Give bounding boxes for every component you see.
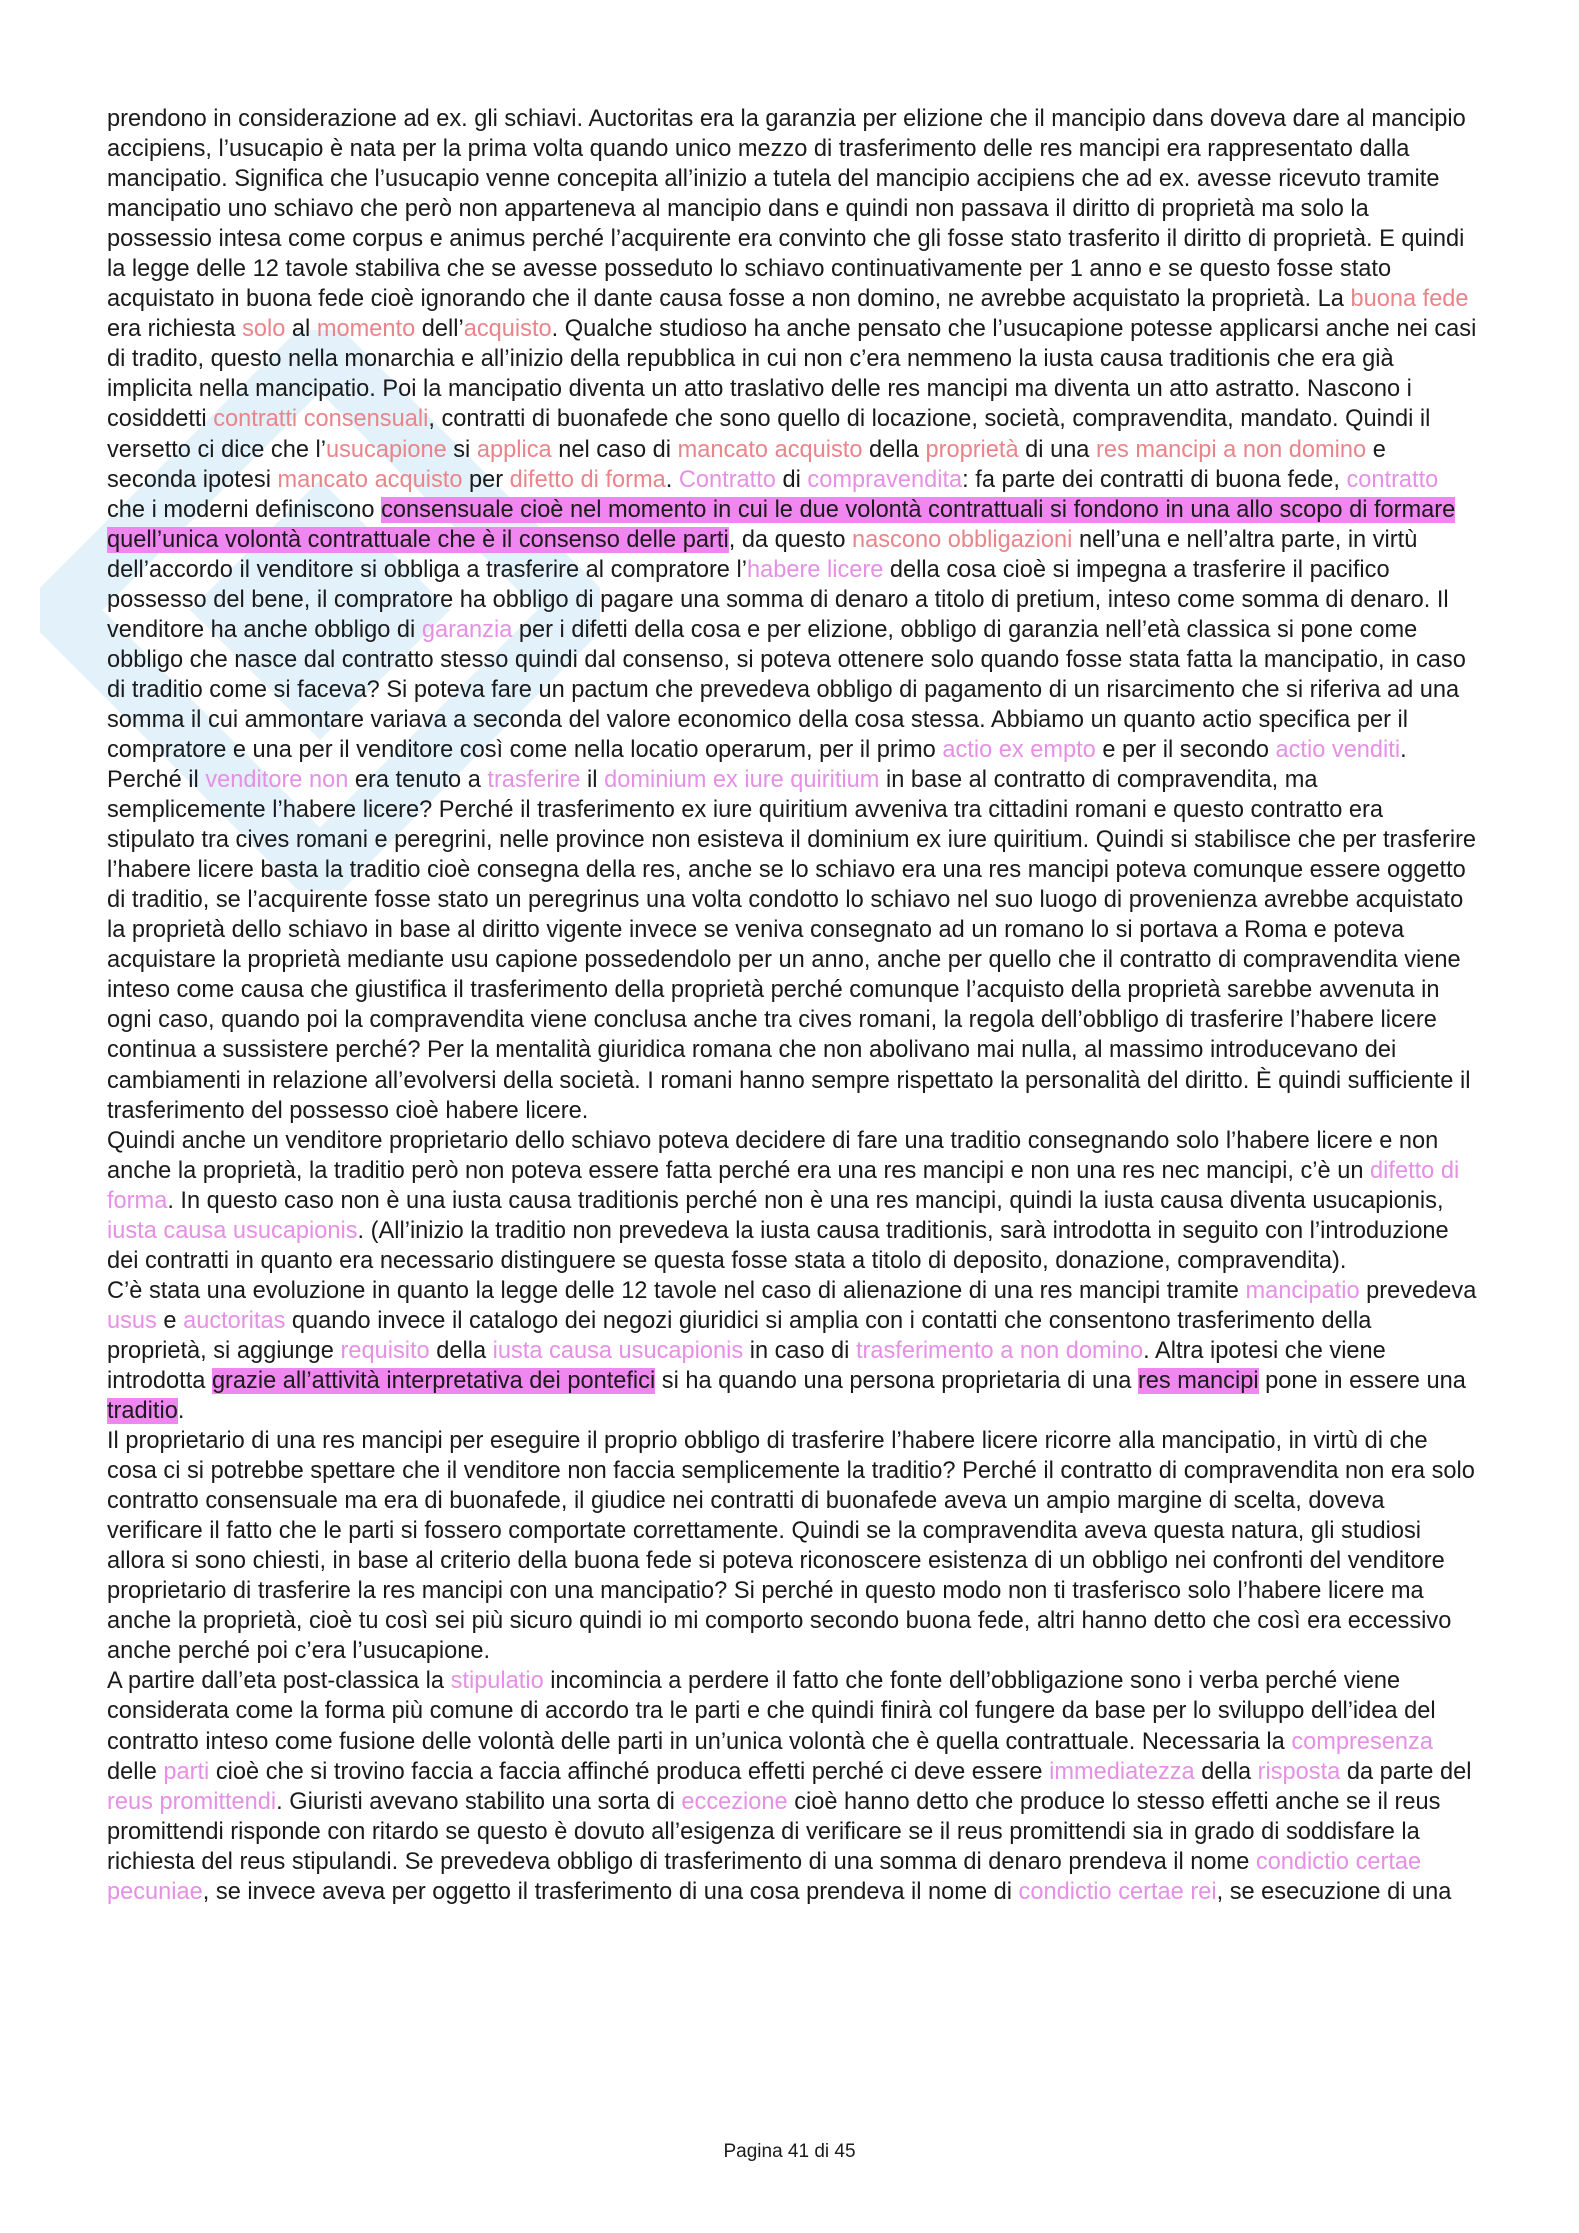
text-run: in base al contratto di compravendita, ma semplicemente l’habere licere? Perché il trasferimento ex iure quiritium avveniva tra cittadini romani e questo contratto era stipulato tra cives romani e peregrini, nelle province non esisteva il dominium ex iure quiritium. Quindi si stabilisce che per trasferire l’habere licere basta la traditio cioè consegna della res, anche se lo schiavo era una res mancipi poteva comunque essere oggetto di traditio, se l’acquirente fosse stato un peregrinus una volta condotto lo schiavo nel suo luogo di provenienza avrebbe acquistato la proprietà dello schiavo in base al diritto vigente invece se veniva consegnato ad un romano lo si portava a Roma e poteva acquistare la proprietà mediante usu capione possedendolo per un anno, anche per quello che il contratto di compravendita viene inteso come causa che giustifica il trasferimento della proprietà perché comunque l’acquisto della proprietà sarebbe avvenuta in ogni caso, quando poi la compravendita viene conclusa anche tra cives romani, la regola dell’obbligo di trasferire l’habere licere continua a sussistere perché? Per la mentalità giuridica romana che non abolivano mai nulla, al massimo introducevano dei cambiamenti in relazione all’evolversi della società. I romani hanno sempre rispettato la personalità del diritto. È quindi sufficiente il trasferimento del possesso cioè habere licere. [107,767,1477,1124]
highlighted-term: venditore non [205,767,349,794]
text-run: della cosa cioè si impegna a trasferire il pacifico possesso del bene, il compratore ha obbligo di pagare una somma di denaro a titolo di pretium, inteso come somma di denaro. Il venditore ha anche obbligo di [107,556,1449,643]
text-run: . (All’inizio la traditio non prevedeva la iusta causa traditionis, sarà introdotta in seguito con l’introduzione dei contratti in quanto era necessario distinguere se questa fosse stata a titolo di deposito, donazione, compravendita). [107,1217,1449,1274]
text-run: incomincia a perdere il fatto che fonte dell’obbligazione sono i verba perché viene considerata come la forma più comune di accordo tra le parti e che quindi finirà col fungere da base per lo sviluppo dell’idea del contratto inteso come fusione delle volontà delle parti in un’unica volontà che è quella contrattuale. Necessaria la [107,1668,1436,1755]
highlighted-term: trasferimento a non domino [855,1337,1144,1364]
text-run: Perché il [107,767,206,794]
highlighted-term: iusta causa usucapionis [492,1337,744,1364]
highlighted-term: contratto [1346,466,1439,493]
text-run: di una [1018,436,1096,463]
highlighted-term: actio venditi [1275,736,1401,763]
text-run: prevedeva [1359,1277,1477,1304]
highlighted-term: eccezione [681,1788,788,1815]
page-body [107,104,1477,1907]
text-run: il [580,767,605,794]
highlighted-term: res mancipi a non domino [1096,436,1367,463]
highlighted-term: compravendita [807,466,963,493]
text-run: . [1400,736,1407,763]
highlighted-term: garanzia [421,616,513,643]
highlighted-term: acquisto [463,316,552,343]
text-run: . Altra ipotesi che viene introdotta [107,1337,1386,1394]
text-run: era tenuto a [348,767,488,794]
highlighted-term: momento [316,316,416,343]
highlighted-term: solo [242,316,286,343]
highlighted-term: mancato acquisto [677,436,863,463]
highlighted-term: difetto di forma [107,1157,1460,1214]
text-run: al [285,316,317,343]
text-run: , se invece aveva per oggetto il trasferimento di una cosa prendeva il nome di [202,1878,1019,1905]
text-run: pone in essere una [1258,1367,1466,1394]
text-run: dell’ [415,316,464,343]
highlighted-term: parti [163,1758,210,1785]
marker-highlight: grazie all’attività interpretativa dei pontefici [211,1367,656,1394]
paragraph [107,1666,1477,1906]
highlighted-term: immediatezza [1049,1758,1195,1785]
highlighted-term: usucapione [326,436,447,463]
highlighted-term: compresenza [1291,1728,1433,1755]
text-run: , da questo [728,526,853,553]
highlighted-term: buona fede [1350,286,1469,313]
text-run: si ha quando una persona proprietaria di una [655,1367,1138,1394]
marker-highlight: traditio [107,1398,178,1425]
text-run: prendono in considerazione ad ex. gli schiavi. Auctoritas era la garanzia per elizione che il mancipio dans doveva dare al mancipio accipiens, l’usucapio è nata per la prima volta quando unico mezzo di trasferimento delle res mancipi era rappresentato dalla mancipatio. Significa che l’usucapio venne concepita all’inizio a tutela del mancipio accipiens che ad ex. avesse ricevuto tramite mancipatio uno schiavo che però non apparteneva al mancipio dans e quindi non passava il diritto di proprietà ma solo la possessio intesa come corpus e animus perché l’acquirente era convinto che gli fosse stato trasferito il diritto di proprietà. E quindi la legge delle 12 tavole stabiliva che se avesse posseduto lo schiavo continuativamente per 1 anno e se questo fosse stato acquistato in buona fede cioè ignorando che il dante causa fosse a non domino, ne avrebbe acquistato la proprietà. La [107,106,1466,313]
text-run: nel caso di [551,436,678,463]
text-run: di [775,466,808,493]
text-run: . [177,1398,185,1425]
highlighted-term: stipulatio [450,1668,544,1695]
text-run: in caso di [743,1337,856,1364]
highlighted-term: contratti consensuali [213,406,429,433]
highlighted-term: actio ex empto [942,736,1096,763]
text-run: e [156,1307,184,1334]
text-run: quando invece il catalogo dei negozi giuridici si amplia con i contatti che consentono trasferimento della proprietà, si aggiunge [107,1307,1372,1364]
marker-highlight: res mancipi [1137,1367,1259,1394]
text-run: . Giuristi avevano stabilito una sorta di [276,1788,682,1815]
text-run: della [862,436,926,463]
text-run: della [429,1337,493,1364]
text-run: nell’una e nell’altra parte, in virtù dell’accordo il venditore si obbliga a trasferire al compratore l’ [107,526,1418,583]
text-run: era richiesta [107,316,243,343]
text-run: cioè hanno detto che produce lo stesso effetti anche se il reus promittendi risponde con ritardo se questo è dovuto all’esigenza di verificare se il reus promittendi sia in grado di soddisfare la richiesta del reus stipulandi. Se prevedeva obbligo di trasferimento di una somma di denaro prendeva il nome [107,1788,1441,1875]
highlighted-term: reus promittendi [107,1788,277,1815]
highlighted-term: mancato acquisto [277,466,463,493]
highlighted-term: Contratto [678,466,776,493]
text-run: e seconda ipotesi [107,436,1386,493]
paragraph [107,1126,1477,1276]
text-run: per i difetti della cosa e per elizione, obbligo di garanzia nell’età classica si pone come obbligo che nasce dal contratto stesso quindi dal consenso, si poteva ottenere solo quando fosse stata fatta la mancipatio, in caso di traditio come si faceva? Si poteva fare un pactum che prevedeva obbligo di pagamento di un risarcimento che si riferiva ad una somma il cui ammontare variava a seconda del valore economico della cosa stessa. Abbiamo un quanto actio specifica per il compratore e una per il venditore così come nella locatio operarum, per il primo [107,616,1466,763]
text-run: . [665,466,679,493]
highlighted-term: condictio certae pecuniae [107,1848,1422,1905]
highlighted-term: iusta causa usucapionis [107,1217,358,1244]
text-run: Quindi anche un venditore proprietario dello schiavo poteva decidere di fare una traditio consegnando solo l’habere licere e non anche la proprietà, la traditio però non poteva essere fatta perché era una res mancipi e non una res nec mancipi, c’è un [107,1127,1439,1184]
text-run: C’è stata una evoluzione in quanto la legge delle 12 tavole nel caso di alienazione di una res mancipi tramite [107,1277,1246,1304]
highlighted-term: proprietà [925,436,1019,463]
text-run: : fa parte dei contratti di buona fede, [962,466,1347,493]
paragraph [107,104,1477,765]
text-run: . Qualche studioso ha anche pensato che l’usucapione potesse applicarsi anche nei casi di tradito, questo nella monarchia e all’inizio della repubblica in cui non c’era nemmeno la iusta causa traditionis che era già implicita nella mancipatio. Poi la mancipatio diventa un atto traslativo delle res mancipi ma diventa un atto astratto. Nascono i cosiddetti [107,316,1477,433]
text-run: da parte del [1340,1758,1472,1785]
paragraph [107,1276,1477,1426]
highlighted-term: trasferire [487,767,581,794]
highlighted-term: requisito [340,1337,430,1364]
text-run: Il proprietario di una res mancipi per eseguire il proprio obbligo di trasferire l’habere licere ricorre alla mancipatio, in virtù di che cosa ci si potrebbe spettare che il venditore non faccia semplicemente la traditio? Perché il contratto di compravendita non era solo contratto consensuale ma era di buonafede, il giudice nei contratti di buonafede aveva un ampio margine di scelta, doveva verificare il fatto che le parti si fossero comportate correttamente. Quindi se la compravendita aveva questa natura, gli studiosi allora si sono chiesti, in base al criterio della buona fede si poteva riconoscere esistenza di un obbligo nei confronti del venditore proprietario di trasferire la res mancipi con una mancipatio? Si perché in questo modo non ti trasferisco solo l’habere licere ma anche la proprietà, cioè tu così sei più sicuro quindi io mi comporto secondo buona fede, altri hanno detto che così era eccessivo anche perché poi c’era l’usucapione. [107,1428,1475,1665]
highlighted-term: dominium ex iure quiritium [604,767,880,794]
highlighted-term: auctoritas [183,1307,286,1334]
page-number-footer: Pagina 41 di 45 [723,2141,856,2162]
text-run: delle [107,1758,164,1785]
text-run: si [446,436,477,463]
highlighted-term: difetto di forma [509,466,666,493]
text-run: , se esecuzione di una [1216,1878,1452,1905]
highlighted-term: applica [476,436,552,463]
highlighted-term: mancipatio [1245,1277,1360,1304]
paragraph [107,1426,1477,1666]
text-run: cioè che si trovino faccia a faccia affinché produca effetti perché ci deve essere [209,1758,1050,1785]
highlighted-term: risposta [1257,1758,1341,1785]
highlighted-term: condictio certae rei [1018,1878,1217,1905]
text-run: . In questo caso non è una iusta causa traditionis perché non è una res mancipi, quindi la iusta causa diventa usucapionis, [167,1187,1444,1214]
text-run: della [1194,1758,1258,1785]
highlighted-term: habere licere [746,556,884,583]
text-run: A partire dall’eta post-classica la [107,1668,451,1695]
text-run: e per il secondo [1095,736,1276,763]
highlighted-term: nascono obbligazioni [852,526,1073,553]
marker-highlight: consensuale cioè nel momento in cui le due volontà contrattuali si fondono in una allo scopo di formare quell’unica volontà contrattuale che è il consenso delle parti [107,496,1456,553]
text-run: per [462,466,510,493]
highlighted-term: usus [107,1307,157,1334]
text-run: che i moderni definiscono [107,496,382,523]
text-run: , contratti di buonafede che sono quello di locazione, società, compravendita, mandato. Quindi il versetto ci dice che l’ [107,406,1431,463]
paragraph [107,765,1477,1126]
